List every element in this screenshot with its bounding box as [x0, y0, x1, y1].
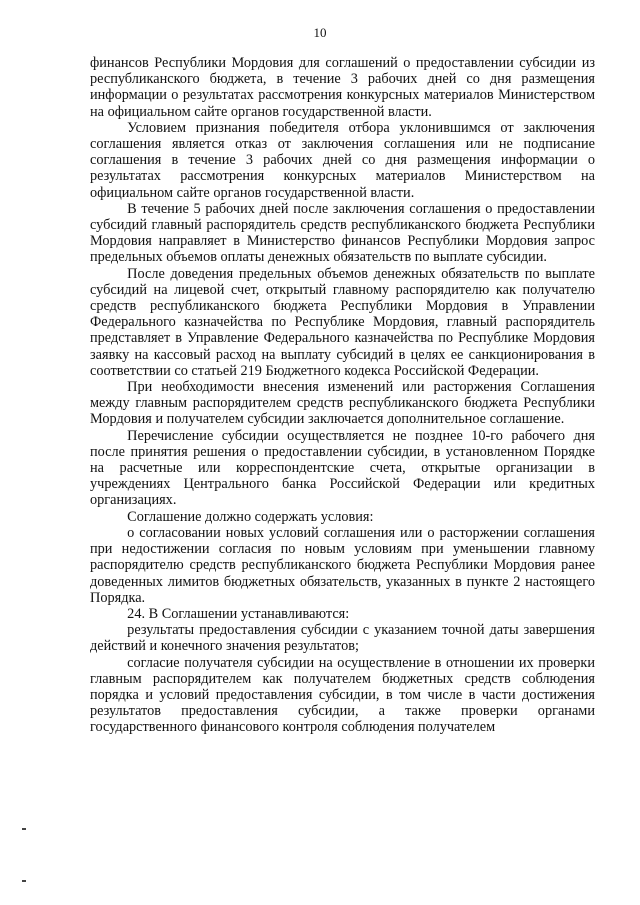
paragraph-winner-evasion: Условием признания победителя отбора уклонившимся от заключения соглашения является отказ от заключения соглашения или не подписание соглашения в течение 3 рабочих дней со дня размещения информации о результатах рассмотрения конкурсных материалов Министерством на официальном сайте органов государственной власти.: [90, 119, 595, 201]
paragraph-conditions-intro: Соглашение должно содержать условия:: [127, 508, 374, 525]
page-number: 10: [313, 25, 327, 40]
paragraph-cash-expense: После доведения предельных объемов денежных обязательств по выплате субсидий на лицевой счет, открытый главному распорядителю как получателю средств республиканского бюджета Республики Мордовия в Управлении Федерального казначейства по Республике Мордовия, главный распорядитель представляет в Управление Федерального казначейства по Республике Мордовия заявку на кассовый расход на выплату субсидий в целях ее санкционирования в соответствии со статьей 219 Бюджетного кодекса Российской Федерации.: [90, 265, 595, 379]
paragraph-continuation: финансов Республики Мордовия для соглашений о предоставлении субсидии из республиканского бюджета, в течение 3 рабочих дней со дня размещения информации о результатах рассмотрения конкурсных материалов Министерством на официальном сайте органов государственной власти.: [90, 55, 595, 120]
paragraph-consent: согласие получателя субсидии на осуществление в отношении их проверки главным распорядителем как получателем бюджетных средств соблюдения порядка и условий предоставления субсидии, в том числе в части достижения результатов предоставления субсидии, а также проверки органами государственного финансового контроля соблюдения получателем: [90, 654, 595, 736]
paragraph-transfer: Перечисление субсидии осуществляется не позднее 10-го рабочего дня после принятия решения о предоставлении субсидии, в установленном Порядке на расчетные или корреспондентские счета, открытые организации в учреждениях Центрального банка Российской Федерации или кредитных организациях.: [90, 427, 595, 509]
paragraph-limits-request: В течение 5 рабочих дней после заключения соглашения о предоставлении субсидий главный распорядитель средств республиканского бюджета Республики Мордовия направляет в Министерство финансов Республики Мордовия запрос предельных объемов оплаты денежных обязательств по выплате субсидии.: [90, 200, 595, 266]
paragraph-results: результаты предоставления субсидии с указанием точной даты завершения действий и конечного значения результатов;: [90, 622, 595, 655]
scan-speck: [22, 880, 26, 882]
document-body: [90, 55, 595, 736]
scan-speck: [22, 828, 26, 830]
paragraph-new-conditions: о согласовании новых условий соглашения или о расторжении соглашения при недостижении согласия по новым условиям при уменьшении главному распорядителю средств республиканского бюджета Республики Мордовия ранее доведенных лимитов бюджетных обязательств, указанных в пункте 2 настоящего Порядка.: [90, 524, 595, 606]
paragraph-section-24: 24. В Соглашении устанавливаются:: [127, 605, 350, 622]
paragraph-amendments: При необходимости внесения изменений или расторжения Соглашения между главным распорядителем средств республиканского бюджета Республики Мордовия и получателем субсидии заключается дополнительное соглашение.: [90, 379, 595, 428]
